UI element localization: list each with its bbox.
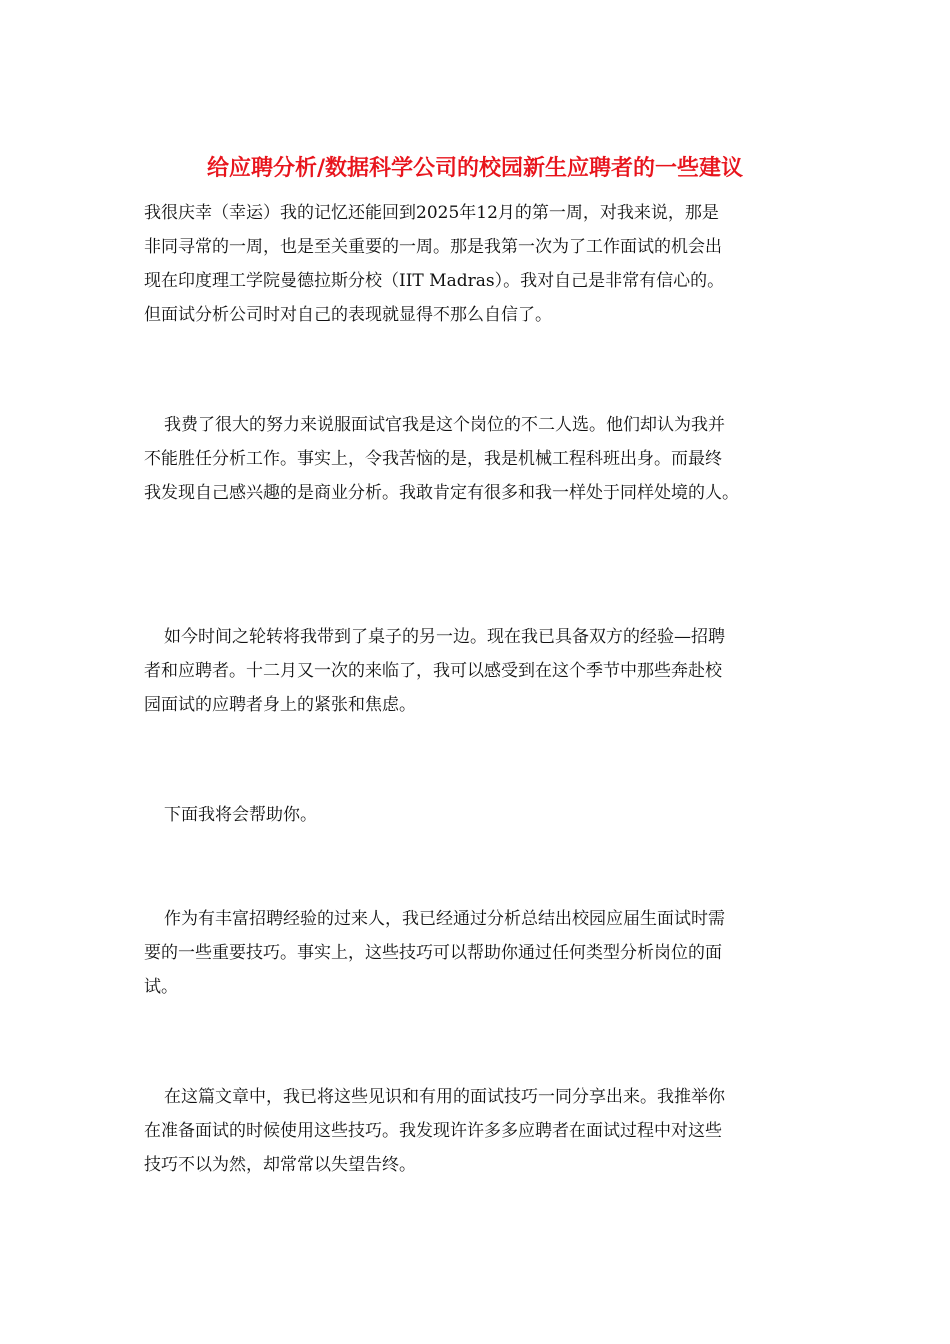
paragraph-line: 园面试的应聘者身上的紧张和焦虑。 [144, 695, 416, 715]
paragraph-line: 我很庆幸（幸运）我的记忆还能回到2025年12月的第一周，对我来说，那是 [144, 203, 719, 223]
paragraph-line: 试。 [144, 977, 178, 997]
paragraph-4 [144, 798, 808, 832]
paragraph-line: 下面我将会帮助你。 [164, 805, 317, 825]
paragraph-1 [144, 196, 808, 332]
paragraph-line: 非同寻常的一周，也是至关重要的一周。那是我第一次为了工作面试的机会出 [144, 237, 722, 257]
paragraph-2 [144, 408, 808, 510]
paragraph-line: 在这篇文章中，我已将这些见识和有用的面试技巧一同分享出来。我推举你 [164, 1087, 725, 1107]
paragraph-line: 如今时间之轮转将我带到了桌子的另一边。现在我已具备双方的经验—招聘 [164, 627, 725, 647]
paragraph-line: 技巧不以为然，却常常以失望告终。 [144, 1155, 416, 1175]
paragraph-line: 现在印度理工学院曼德拉斯分校（IIT Madras）。我对自己是非常有信心的。 [144, 271, 725, 291]
paragraph-line: 不能胜任分析工作。事实上，令我苦恼的是，我是机械工程科班出身。而最终 [144, 449, 722, 469]
paragraph-3 [144, 620, 808, 722]
paragraph-line: 在准备面试的时候使用这些技巧。我发现许许多多应聘者在面试过程中对这些 [144, 1121, 722, 1141]
paragraph-5 [144, 902, 808, 1004]
paragraph-line: 要的一些重要技巧。事实上，这些技巧可以帮助你通过任何类型分析岗位的面 [144, 943, 722, 963]
document-title: 给应聘分析/数据科学公司的校园新生应聘者的一些建议 [206, 155, 744, 181]
paragraph-line: 但面试分析公司时对自己的表现就显得不那么自信了。 [144, 305, 552, 325]
paragraph-6 [144, 1080, 808, 1182]
paragraph-line: 我发现自己感兴趣的是商业分析。我敢肯定有很多和我一样处于同样处境的人。 [144, 483, 739, 503]
paragraph-line: 者和应聘者。十二月又一次的来临了，我可以感受到在这个季节中那些奔赴校 [144, 661, 722, 681]
paragraph-line: 我费了很大的努力来说服面试官我是这个岗位的不二人选。他们却认为我并 [164, 415, 725, 435]
paragraph-line: 作为有丰富招聘经验的过来人，我已经通过分析总结出校园应届生面试时需 [164, 909, 725, 929]
